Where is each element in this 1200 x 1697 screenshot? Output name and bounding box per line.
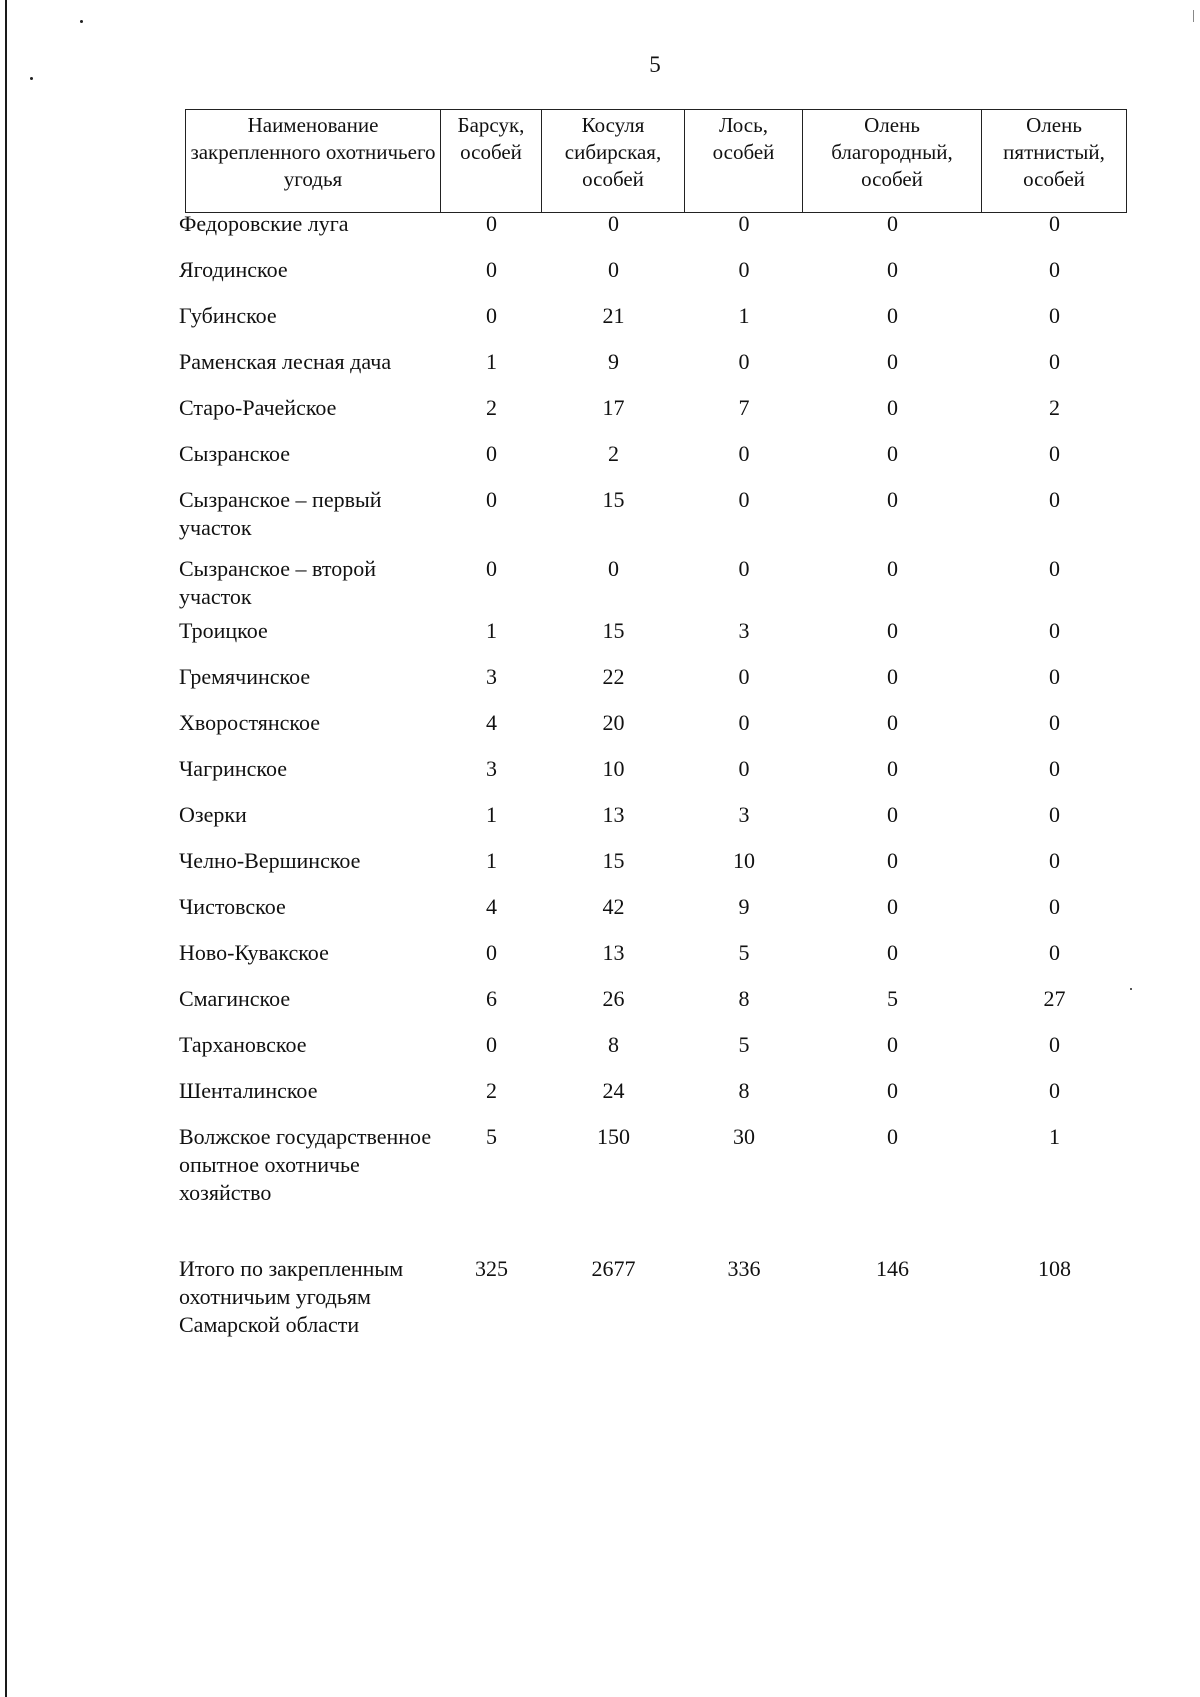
cell-roe-deer: 24	[602, 1078, 625, 1103]
cell-sika-deer: 0	[1049, 1032, 1060, 1057]
cell-red-deer: 0	[887, 487, 898, 512]
cell-moose: 0	[738, 487, 750, 512]
cell-area-name: Раменская лесная дача	[179, 349, 392, 374]
cell-moose: 0	[738, 349, 750, 374]
cell-badger: 1	[486, 618, 497, 643]
table-row	[179, 985, 1127, 1031]
cell-moose: 0	[738, 257, 750, 282]
cell-badger: 0	[486, 441, 497, 466]
table-row	[179, 256, 1127, 302]
cell-red-deer: 0	[887, 1032, 898, 1057]
cell-moose: 0	[738, 664, 750, 689]
cell-moose: 0	[738, 756, 750, 781]
cell-badger: 0	[486, 257, 497, 282]
table-row	[179, 939, 1127, 985]
header-cell-badger: Барсук, особей	[441, 110, 542, 213]
cell-moose: 7	[738, 395, 750, 420]
cell-badger: 1	[486, 802, 497, 827]
scan-speck	[80, 20, 83, 23]
cell-red-deer: 0	[887, 618, 898, 643]
cell-roe-deer: 20	[602, 710, 625, 735]
table-row	[179, 663, 1127, 709]
table-row	[179, 486, 1127, 555]
cell-roe-deer: 22	[602, 664, 625, 689]
cell-area-name: Хворостянское	[179, 710, 321, 735]
cell-moose: 0	[738, 710, 750, 735]
cell-moose: 3	[738, 802, 750, 827]
cell-badger: 2	[486, 1078, 497, 1103]
cell-moose: 5	[738, 940, 750, 965]
cell-red-deer: 0	[887, 395, 898, 420]
cell-sika-deer: 0	[1049, 1078, 1060, 1103]
cell-roe-deer: 15	[602, 618, 625, 643]
cell-sika-deer: 108	[1038, 1256, 1071, 1281]
cell-roe-deer: 13	[602, 940, 625, 965]
cell-moose: 30	[733, 1124, 755, 1149]
table-body	[179, 210, 1127, 1355]
cell-sika-deer: 0	[1049, 940, 1060, 965]
cell-area-name: Федоровские луга	[179, 211, 349, 236]
header-cell-roe-deer: Косуля сибирская, особей	[542, 110, 685, 213]
cell-roe-deer: 42	[602, 894, 625, 919]
cell-sika-deer: 1	[1049, 1124, 1060, 1149]
cell-sika-deer: 0	[1049, 556, 1060, 581]
table-row	[179, 1123, 1127, 1255]
cell-red-deer: 0	[887, 1078, 898, 1103]
cell-roe-deer: 0	[608, 211, 619, 236]
cell-sika-deer: 0	[1049, 211, 1060, 236]
cell-sika-deer: 0	[1049, 303, 1060, 328]
cell-moose: 3	[738, 618, 750, 643]
cell-area-name: Сызранское	[179, 441, 291, 466]
scan-speck	[1130, 988, 1132, 990]
cell-moose: 1	[738, 303, 750, 328]
cell-sika-deer: 0	[1049, 664, 1060, 689]
table-row	[179, 755, 1127, 801]
cell-red-deer: 0	[887, 802, 898, 827]
cell-moose: 0	[738, 441, 750, 466]
cell-roe-deer: 0	[608, 556, 619, 581]
table-row	[179, 394, 1127, 440]
header-cell-moose: Лось, особей	[685, 110, 803, 213]
scan-edge	[5, 0, 7, 1697]
cell-area-name: Сызранское – второй участок	[179, 556, 376, 609]
cell-moose: 0	[738, 556, 750, 581]
table-row	[179, 847, 1127, 893]
header-cell-red-deer: Олень благородный, особей	[803, 110, 982, 213]
table-row	[179, 302, 1127, 348]
cell-red-deer: 0	[887, 303, 898, 328]
cell-area-name: Губинское	[179, 303, 277, 328]
cell-roe-deer: 8	[608, 1032, 619, 1057]
cell-badger: 5	[486, 1124, 497, 1149]
cell-red-deer: 5	[887, 986, 898, 1011]
table-row	[179, 440, 1127, 486]
cell-area-name: Гремячинское	[179, 664, 311, 689]
cell-sika-deer: 0	[1049, 802, 1060, 827]
cell-area-name: Чистовское	[179, 894, 286, 919]
cell-sika-deer: 0	[1049, 756, 1060, 781]
total-row	[179, 1255, 1127, 1355]
cell-red-deer: 0	[887, 848, 898, 873]
cell-sika-deer: 0	[1049, 257, 1060, 282]
cell-badger: 6	[486, 986, 497, 1011]
cell-badger: 0	[486, 556, 497, 581]
cell-area-name: Смагинское	[179, 986, 291, 1011]
table-row	[179, 893, 1127, 939]
cell-red-deer: 0	[887, 257, 898, 282]
cell-red-deer: 0	[887, 211, 898, 236]
cell-roe-deer: 26	[602, 986, 625, 1011]
cell-sika-deer: 0	[1049, 618, 1060, 643]
cell-roe-deer: 9	[608, 349, 619, 374]
cell-badger: 0	[486, 940, 497, 965]
cell-roe-deer: 21	[602, 303, 625, 328]
cell-roe-deer: 17	[602, 395, 625, 420]
cell-area-name: Шенталинское	[179, 1078, 318, 1103]
cell-red-deer: 0	[887, 894, 898, 919]
cell-moose: 10	[733, 848, 755, 873]
cell-moose: 9	[738, 894, 750, 919]
table-row	[179, 1031, 1127, 1077]
cell-sika-deer: 0	[1049, 848, 1060, 873]
cell-red-deer: 146	[876, 1256, 909, 1281]
cell-sika-deer: 2	[1049, 395, 1060, 420]
cell-sika-deer: 0	[1049, 894, 1060, 919]
cell-red-deer: 0	[887, 1124, 898, 1149]
cell-roe-deer: 2	[608, 441, 619, 466]
cell-roe-deer: 15	[602, 848, 625, 873]
cell-area-name: Чагринское	[179, 756, 288, 781]
cell-red-deer: 0	[887, 756, 898, 781]
cell-roe-deer: 13	[602, 802, 625, 827]
table-row	[179, 801, 1127, 847]
cell-badger: 1	[486, 349, 497, 374]
cell-badger: 0	[486, 1032, 497, 1057]
cell-sika-deer: 0	[1049, 710, 1060, 735]
cell-red-deer: 0	[887, 710, 898, 735]
cell-badger: 2	[486, 395, 497, 420]
scan-mark	[1193, 10, 1194, 22]
table-row	[179, 1077, 1127, 1123]
cell-badger: 325	[475, 1256, 508, 1281]
cell-roe-deer: 0	[608, 257, 619, 282]
cell-area-name: Озерки	[179, 802, 247, 827]
page-number: 5	[649, 52, 661, 77]
table-row	[179, 617, 1127, 663]
cell-badger: 3	[486, 756, 497, 781]
cell-moose: 336	[727, 1256, 761, 1281]
cell-red-deer: 0	[887, 556, 898, 581]
cell-red-deer: 0	[887, 441, 898, 466]
table-row	[179, 348, 1127, 394]
cell-sika-deer: 0	[1049, 441, 1060, 466]
table-row	[179, 709, 1127, 755]
cell-badger: 4	[486, 710, 497, 735]
cell-red-deer: 0	[887, 349, 898, 374]
cell-roe-deer: 2677	[591, 1256, 636, 1281]
cell-area-name: Итого по закрепленным охотничьим угодьям Самарской области	[179, 1256, 404, 1337]
cell-badger: 3	[486, 664, 497, 689]
cell-red-deer: 0	[887, 664, 898, 689]
cell-badger: 4	[486, 894, 497, 919]
table-row	[179, 210, 1127, 256]
cell-area-name: Тархановское	[179, 1032, 307, 1057]
cell-badger: 0	[486, 487, 497, 512]
cell-area-name: Ягодинское	[179, 257, 288, 282]
header-cell-area: Наименование закрепленного охотничьего угодья	[186, 110, 441, 213]
header-cell-sika-deer: Олень пятнистый, особей	[982, 110, 1127, 213]
cell-moose: 0	[738, 211, 750, 236]
cell-area-name: Волжское государственное опытное охотничье хозяйство	[179, 1124, 432, 1205]
cell-moose: 8	[738, 986, 750, 1011]
cell-area-name: Сызранское – первый участок	[179, 487, 382, 540]
cell-roe-deer: 150	[597, 1124, 630, 1149]
cell-badger: 0	[486, 303, 497, 328]
cell-sika-deer: 27	[1043, 986, 1066, 1011]
cell-roe-deer: 10	[602, 756, 625, 781]
cell-moose: 8	[738, 1078, 750, 1103]
cell-area-name: Челно-Вершинское	[179, 848, 361, 873]
cell-badger: 0	[486, 211, 497, 236]
cell-area-name: Ново-Кувакское	[179, 940, 329, 965]
cell-moose: 5	[738, 1032, 750, 1057]
cell-red-deer: 0	[887, 940, 898, 965]
cell-area-name: Старо-Рачейское	[179, 395, 337, 420]
cell-area-name: Троицкое	[179, 618, 268, 643]
cell-roe-deer: 15	[602, 487, 625, 512]
cell-sika-deer: 0	[1049, 487, 1060, 512]
table-header	[185, 109, 1127, 213]
cell-sika-deer: 0	[1049, 349, 1060, 374]
table-row	[179, 555, 1127, 617]
cell-badger: 1	[486, 848, 497, 873]
